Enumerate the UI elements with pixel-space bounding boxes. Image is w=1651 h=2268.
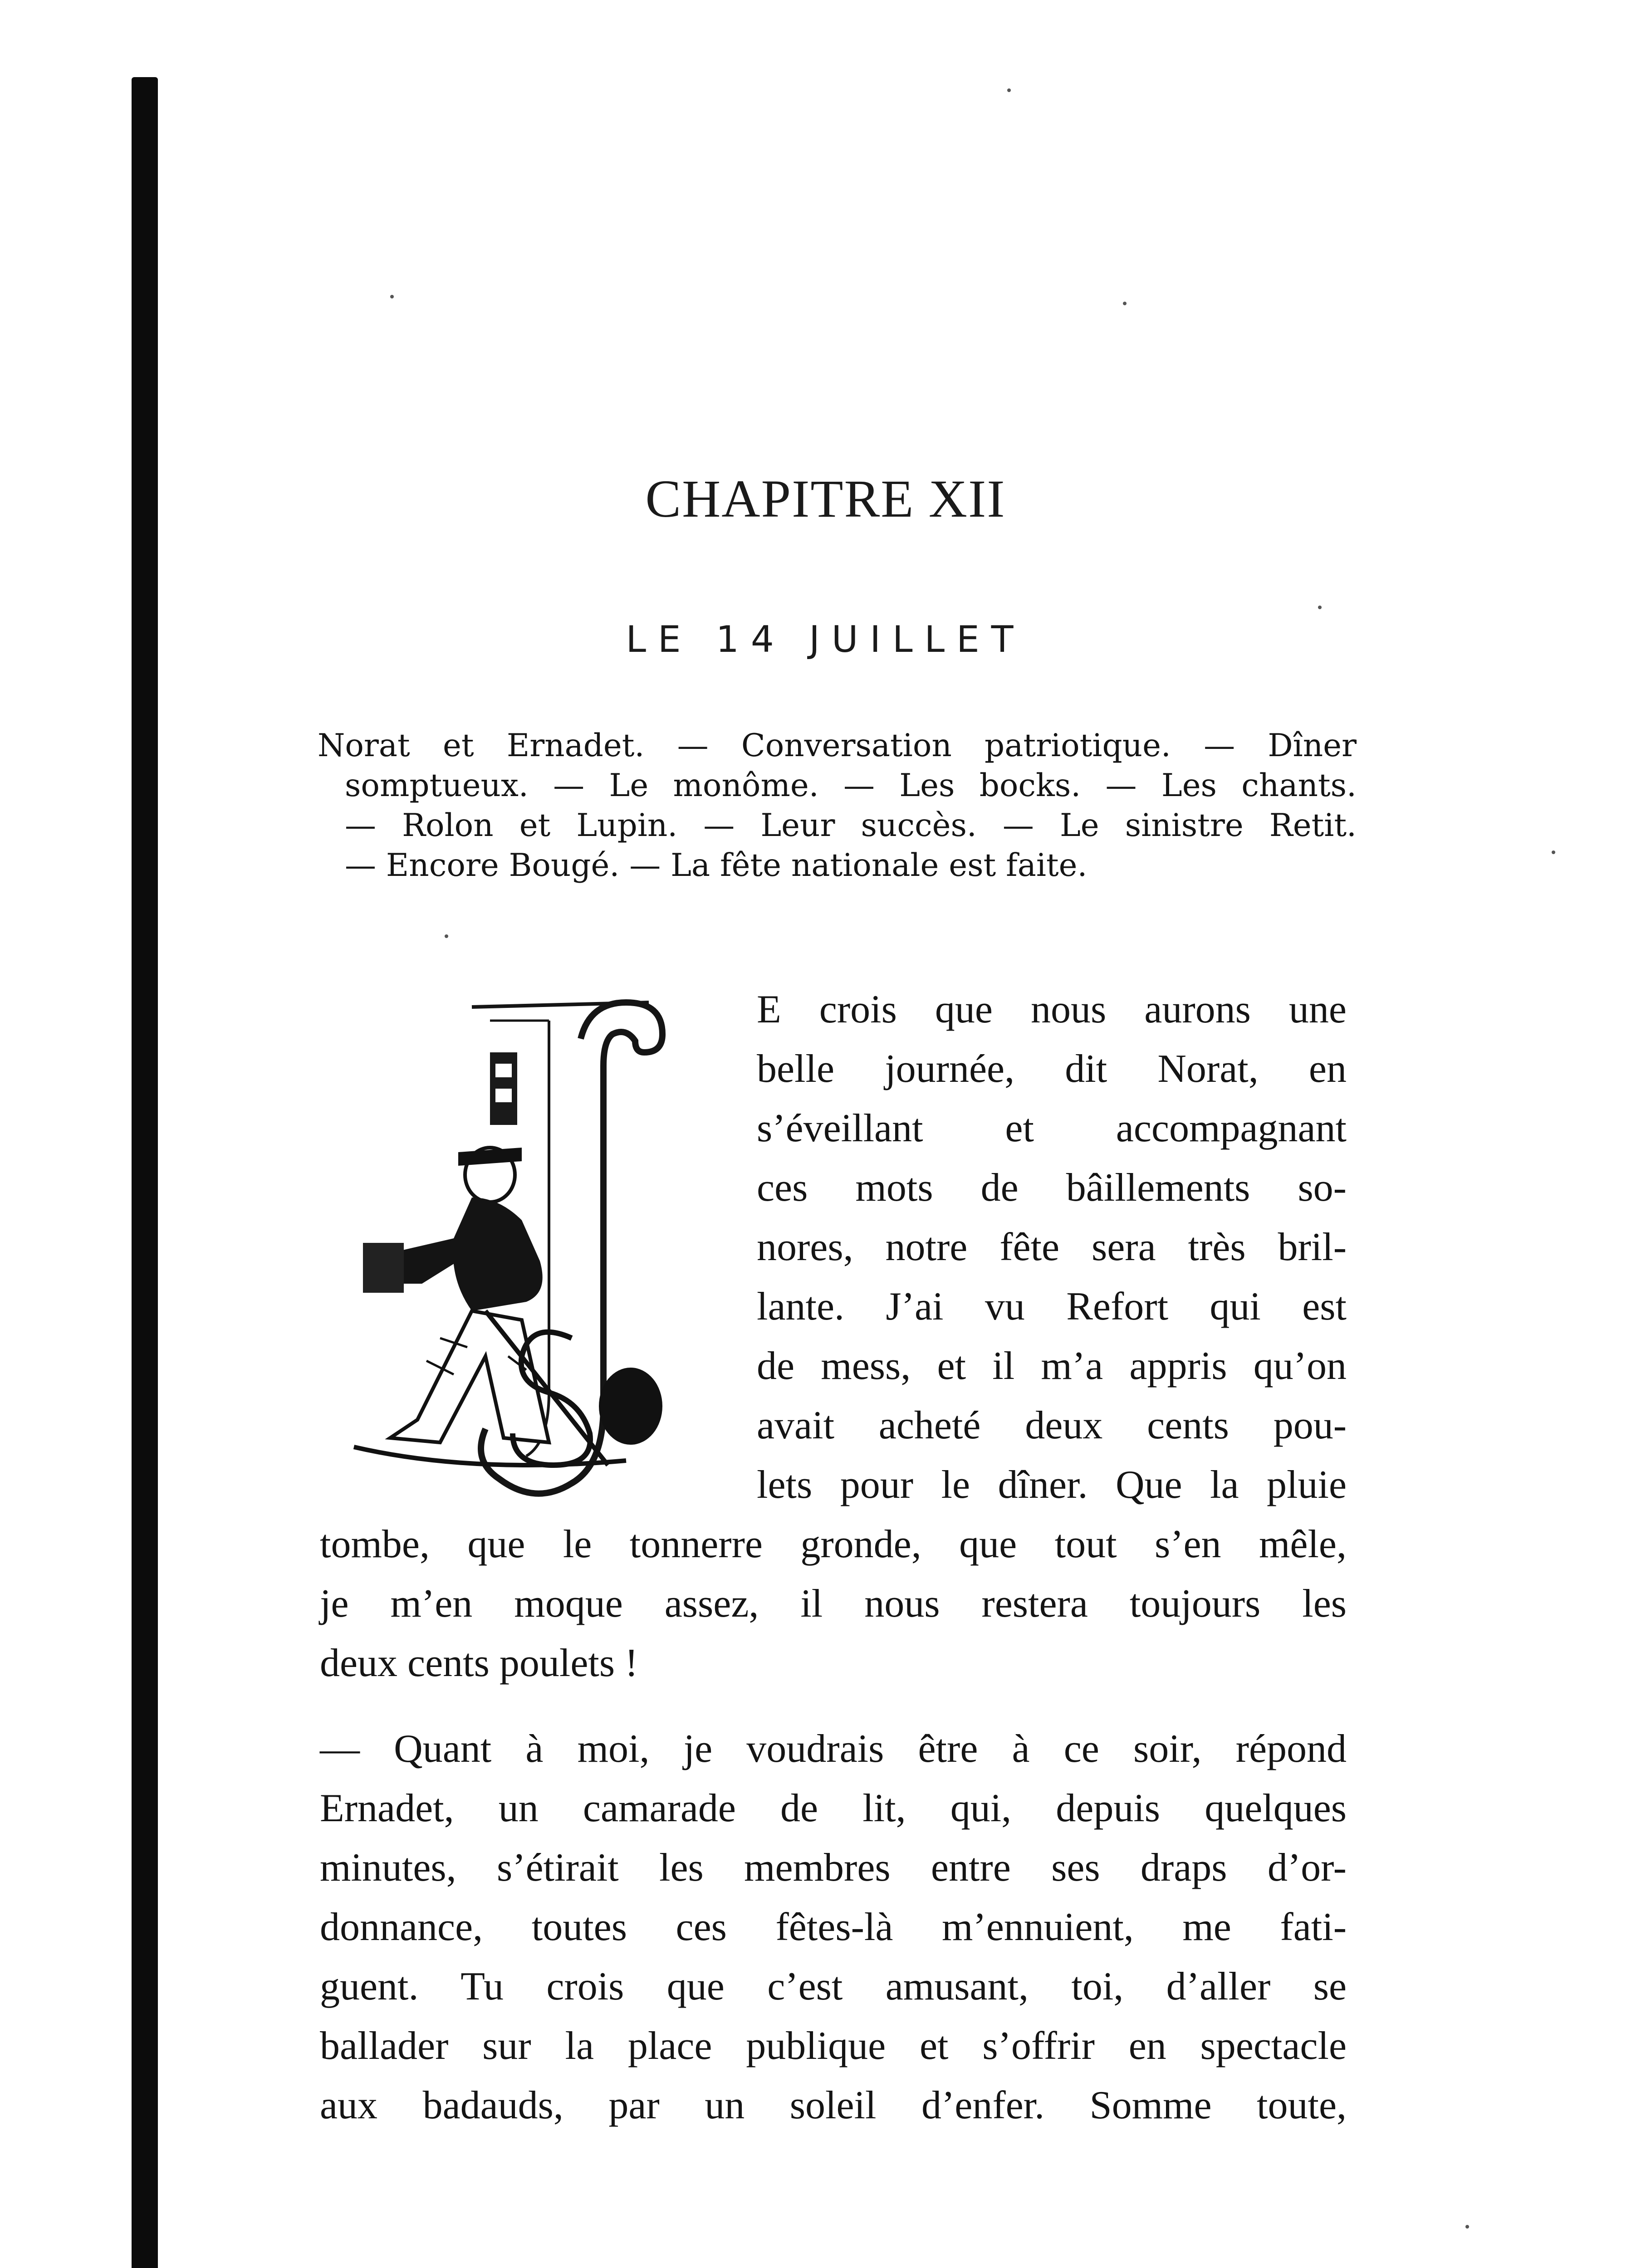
print-speck <box>1465 2225 1469 2229</box>
text-line: avait acheté deux cents pou- <box>757 1403 1347 1447</box>
text-line: minutes, s’étirait les membres entre ses draps d’or- <box>320 1846 1347 1890</box>
text-line: lets pour le dîner. Que la pluie <box>757 1463 1347 1507</box>
text-line: je m’en moque assez, il nous restera toujours les <box>320 1582 1347 1626</box>
chapter-subtitle: LE 14 JUILLET <box>626 618 1025 660</box>
text-line: donnance, toutes ces fêtes-là m’ennuient, me fati- <box>320 1905 1347 1949</box>
text-line: aux badauds, par un soleil d’enfer. Somme toute, <box>320 2083 1347 2127</box>
text-line: deux cents poulets ! <box>320 1641 638 1685</box>
summary-line: somptueux. — Le monôme. — Les bocks. — Les chants. <box>345 767 1357 804</box>
text-line: tombe, que le tonnerre gronde, que tout s’en mêle, <box>320 1522 1347 1566</box>
text-line: de mess, et il m’a appris qu’on <box>757 1344 1347 1388</box>
chapter-title: CHAPITRE XII <box>645 469 1006 528</box>
print-speck <box>1007 88 1011 92</box>
summary-line: — Encore Bougé. — La fête nationale est faite. <box>345 847 1088 884</box>
text-line: s’éveillant et accompagnant <box>757 1106 1347 1150</box>
binding-edge <box>132 77 158 2268</box>
text-line: belle journée, dit Norat, en <box>757 1047 1347 1091</box>
print-speck <box>445 934 448 938</box>
text-line: ces mots de bâillements so- <box>757 1166 1347 1210</box>
summary-line: — Rolon et Lupin. — Leur succès. — Le sinistre Retit. <box>345 807 1357 844</box>
print-speck <box>1552 850 1555 854</box>
text-line: E crois que nous aurons une <box>757 987 1347 1031</box>
chapter-summary <box>318 726 1357 885</box>
text-line: lante. J’ai vu Refort qui est <box>757 1285 1347 1329</box>
print-speck <box>390 295 394 298</box>
text-line: — Quant à moi, je voudrais être à ce soir, répond <box>320 1727 1347 1771</box>
text-line: nores, notre fête sera très bril- <box>757 1225 1347 1269</box>
summary-line: Norat et Ernadet. — Conversation patriotique. — Dîner <box>318 728 1357 764</box>
print-speck <box>1318 606 1322 609</box>
text-line: ballader sur la place publique et s’offrir en spectacle <box>320 2024 1347 2068</box>
print-speck <box>1123 302 1127 305</box>
illustrated-drop-cap <box>336 984 735 1515</box>
text-line: Ernadet, un camarade de lit, qui, depuis quelques <box>320 1786 1347 1830</box>
text-line: guent. Tu crois que c’est amusant, toi, d’aller se <box>320 1965 1347 2009</box>
